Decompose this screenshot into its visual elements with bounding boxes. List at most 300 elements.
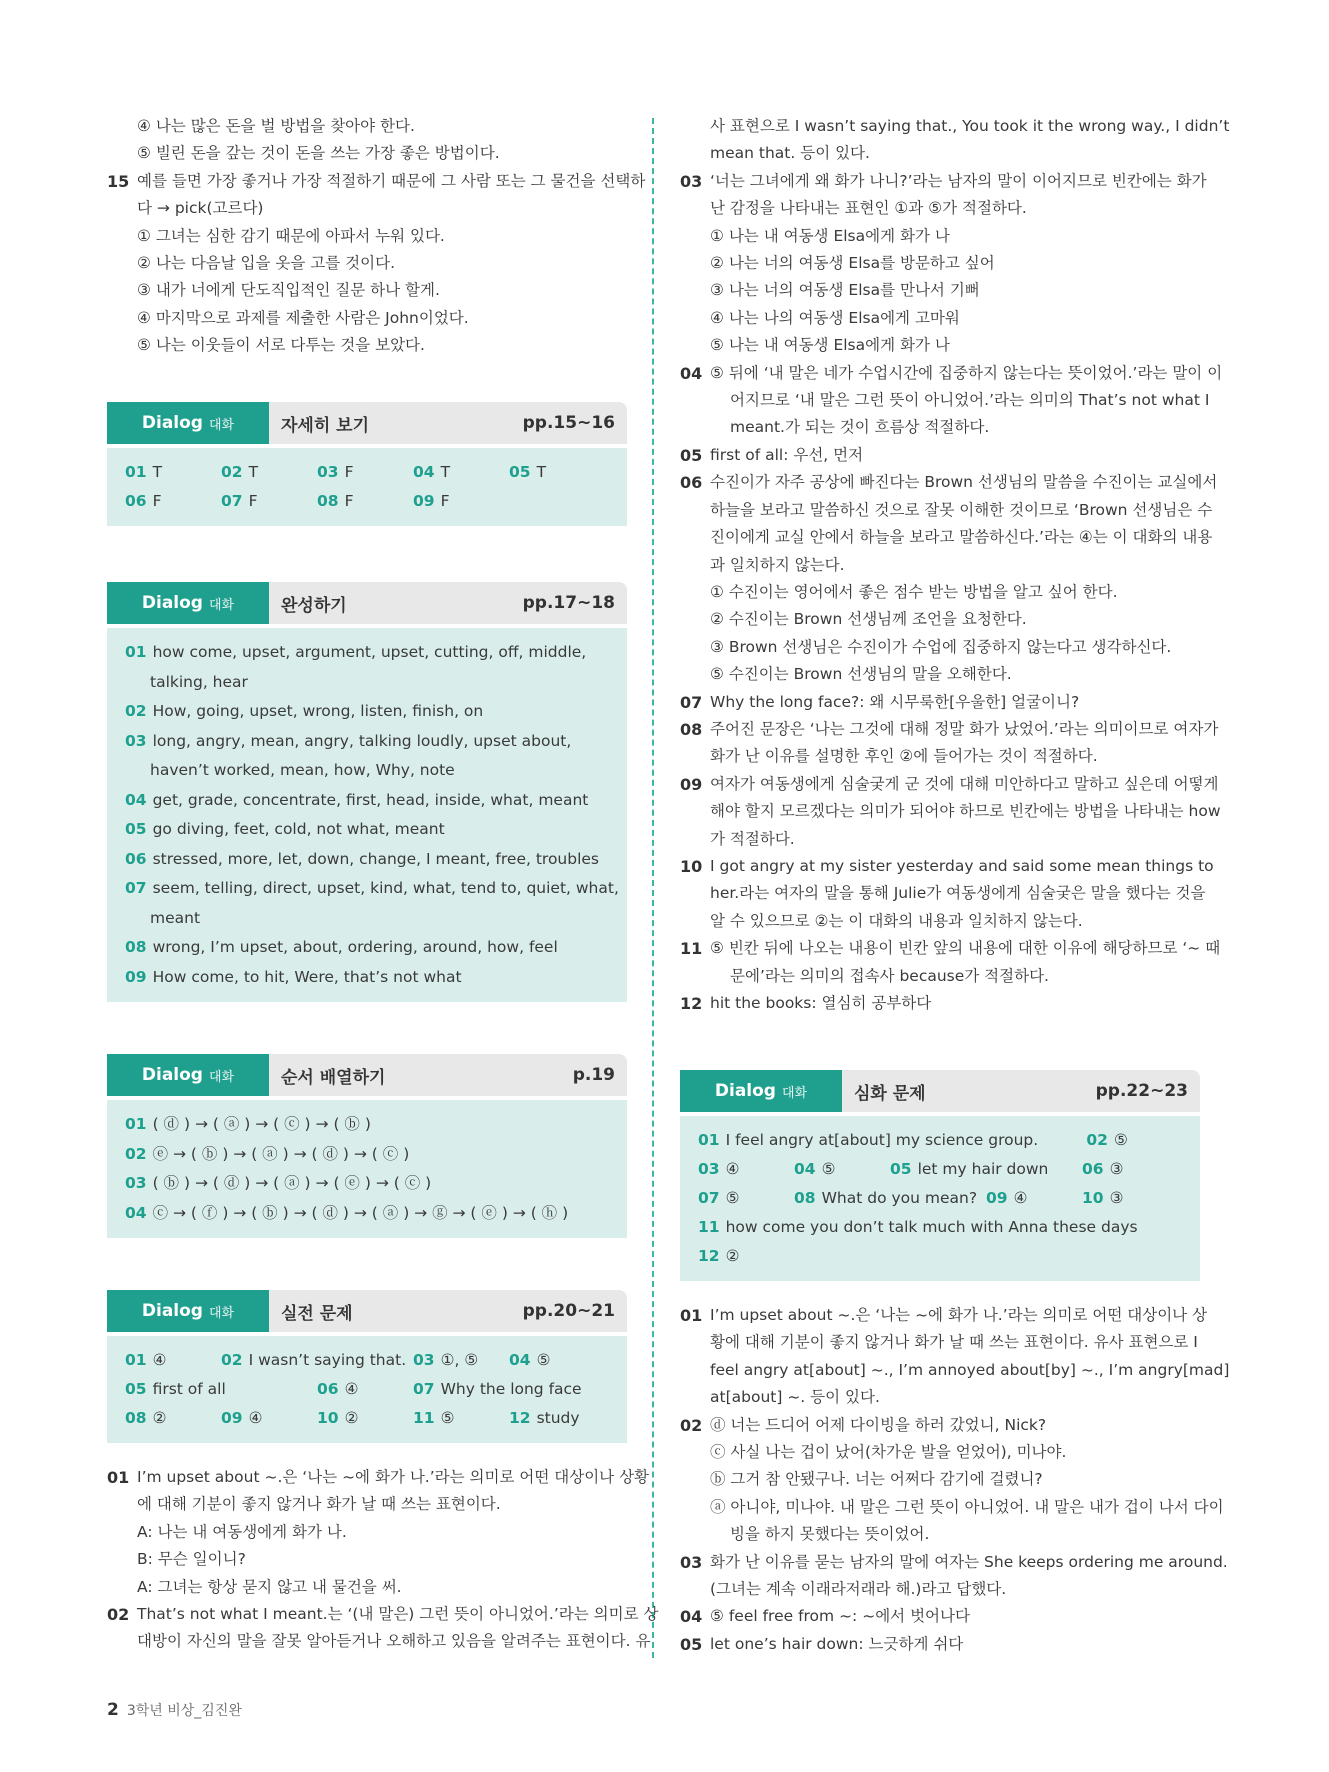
item-number: 12 — [680, 994, 703, 1013]
answer-number: 08 — [125, 938, 147, 956]
answer-row — [125, 1346, 609, 1375]
text-line — [680, 771, 1219, 798]
answer-value: ④ — [1013, 1189, 1028, 1207]
text-line — [680, 935, 1221, 962]
answer-value: ⑤ — [821, 1160, 836, 1178]
box-body — [107, 1100, 627, 1238]
text-line — [680, 524, 1213, 551]
answer-number: 04 — [509, 1351, 531, 1369]
item-text: ① 그녀는 심한 감기 때문에 아파서 누워 있다. — [137, 226, 445, 245]
item-number: 02 — [680, 1415, 703, 1435]
item-text: ② 수진이는 Brown 선생님께 조언을 요청한다. — [710, 610, 1027, 629]
text-line — [680, 1494, 1224, 1521]
box-title: 심화 문제 — [854, 1083, 926, 1104]
answer-line — [125, 1169, 609, 1199]
item-text: 난 감정을 나타내는 표현인 ①과 ⑤가 적절하다. — [710, 199, 1027, 218]
column-divider — [652, 118, 654, 1658]
answer-cell — [125, 1375, 317, 1404]
item-text: I got angry at my sister yesterday and said some mean things to — [710, 856, 1214, 875]
text-line — [107, 140, 627, 167]
answer-line — [125, 1110, 609, 1140]
answer-value: ( ⓓ ) → ( ⓐ ) → ( ⓒ ) → ( ⓑ ) — [152, 1115, 371, 1133]
answer-box-order — [107, 1054, 627, 1238]
answer-cell — [413, 1346, 509, 1375]
answer-number: 05 — [125, 1380, 147, 1398]
text-line — [680, 360, 1223, 387]
answer-number: 01 — [125, 1351, 147, 1369]
item-number: 02 — [107, 1605, 130, 1625]
item-text: ⓑ 그거 참 안됐구나. 너는 어쩌다 감기에 걸렸니? — [710, 1470, 1043, 1489]
text-line — [107, 250, 627, 277]
text-line — [680, 552, 1200, 579]
text-line — [107, 1601, 659, 1628]
answer-number: 07 — [413, 1380, 435, 1398]
text-line — [107, 1628, 651, 1655]
answer-value: ⑤ — [536, 1351, 551, 1369]
item-text: ③ 나는 너의 여동생 Elsa를 만나서 기뻐 — [710, 281, 980, 300]
item-text: ⑤ 수진이는 Brown 선생님의 말을 오해한다. — [710, 665, 1012, 684]
text-line — [680, 1466, 1200, 1493]
box-title: 자세히 보기 — [281, 415, 370, 436]
answer-value: study — [536, 1409, 580, 1427]
item-text: ② 나는 너의 여동생 Elsa를 방문하고 싶어 — [710, 254, 995, 273]
item-text: 해야 할지 모르겠다는 의미가 되어야 하므로 빈칸에는 방법을 나타내는 how — [710, 802, 1221, 821]
box-header — [107, 402, 627, 444]
answer-value: F — [344, 492, 354, 510]
item-number: 01 — [107, 1468, 130, 1487]
text-line — [680, 1302, 1208, 1329]
text-line — [680, 1439, 1200, 1466]
text-line — [107, 223, 627, 250]
box-pages: pp.17~18 — [522, 593, 615, 613]
dialog-label: Dialog — [141, 593, 203, 613]
text-line — [680, 168, 1207, 195]
dialog-label: Dialog — [141, 1065, 203, 1085]
answer-row — [698, 1242, 1182, 1271]
answer-row — [125, 1375, 609, 1404]
item-text: ④ 나는 나의 여동생 Elsa에게 고마워 — [710, 308, 960, 327]
answer-value: F — [344, 463, 354, 481]
footer-text: 3학년 비상_김진완 — [126, 1703, 242, 1719]
item-text: first of all: 우선, 먼저 — [710, 445, 864, 464]
answer-cell — [221, 458, 317, 487]
answer-value: ④ — [152, 1351, 167, 1369]
answer-cell — [317, 1375, 413, 1404]
answer-number: 05 — [509, 463, 531, 481]
answer-line — [125, 933, 609, 963]
answer-cell — [221, 1346, 413, 1375]
box-pages: p.19 — [572, 1065, 615, 1085]
item-text: ‘너는 그녀에게 왜 화가 나니?’라는 남자의 말이 이어지므로 빈칸에는 화가 — [710, 171, 1207, 190]
item-number: 05 — [680, 1634, 703, 1654]
answer-cell — [509, 1346, 605, 1375]
box-header — [680, 1070, 1200, 1112]
answer-number: 04 — [413, 463, 435, 481]
answer-row — [125, 487, 609, 516]
text-line — [680, 442, 1200, 469]
text-line — [680, 469, 1218, 496]
answer-line — [125, 904, 609, 934]
dialog-label-ko: 대화 — [208, 417, 235, 433]
item-text: ③ 내가 너에게 단도직입적인 질문 하나 할게. — [137, 281, 440, 300]
dialog-tag — [107, 1290, 269, 1332]
item-text: ⑤ 빈칸 뒤에 나오는 내용이 빈칸 앞의 내용에 대한 이유에 해당하므로 ‘~ 때 — [710, 939, 1221, 958]
answer-cell — [125, 1404, 221, 1433]
answer-value: ⓔ → ( ⓑ ) → ( ⓐ ) → ( ⓓ ) → ( ⓒ ) — [152, 1144, 410, 1163]
answer-line — [125, 1140, 609, 1170]
item-text: ⓐ 아니야, 미나야. 내 말은 그런 뜻이 아니었어. 내 말은 내가 겁이 나서 다이 — [710, 1497, 1224, 1516]
text-line — [680, 1412, 1200, 1439]
text-line — [107, 1574, 627, 1601]
item-text: 어지므로 ‘내 말은 그런 뜻이 아니었어.’라는 의미의 That’s not what I — [730, 391, 1210, 410]
answer-value: get, grade, concentrate, first, head, inside, what, meant — [152, 790, 589, 809]
dialog-label-ko: 대화 — [208, 1305, 235, 1321]
answer-cell — [1082, 1184, 1178, 1213]
item-text: (그녀는 계속 이래라저래라 해.)라고 답했다. — [710, 1580, 1007, 1599]
answer-line — [125, 638, 609, 668]
text-line — [680, 716, 1219, 743]
answer-number: 07 — [221, 492, 243, 510]
answer-value: let my hair down — [917, 1160, 1049, 1178]
text-line — [680, 1603, 1200, 1630]
answer-number: 06 — [1082, 1160, 1104, 1178]
item-text: ① 수진이는 영어에서 좋은 점수 받는 방법을 알고 싶어 한다. — [710, 582, 1118, 601]
item-text: hit the books: 열심히 공부하다 — [710, 994, 932, 1012]
answer-value: T — [536, 463, 547, 481]
text-line — [680, 113, 1230, 140]
left-bottom-explanations — [107, 1464, 659, 1656]
answer-value: ② — [344, 1409, 359, 1427]
answer-cell — [413, 1404, 509, 1433]
answer-cell — [698, 1184, 794, 1213]
text-line — [680, 798, 1221, 825]
dialog-label: Dialog — [714, 1081, 776, 1101]
item-number: 05 — [680, 445, 703, 465]
text-line — [680, 195, 1200, 222]
box-body — [107, 1336, 627, 1443]
page-number: 2 — [107, 1700, 119, 1720]
item-text: ⑤ 나는 이웃들이 서로 다투는 것을 보았다. — [137, 336, 425, 355]
answer-box-detail — [107, 402, 627, 526]
answer-number: 11 — [698, 1218, 720, 1236]
item-text: feel angry at[about] ~., I’m annoyed about[by] ~., I’m angry[mad] — [710, 1360, 1230, 1379]
item-text: 황에 대해 기분이 좋지 않거나 화가 날 때 쓰는 표현이다. 유사 표현으로 I — [710, 1333, 1198, 1352]
answer-value: meant — [150, 908, 201, 927]
answer-row — [698, 1184, 1182, 1213]
answer-number: 01 — [125, 463, 147, 481]
item-text: B: 무슨 일이니? — [137, 1550, 246, 1569]
text-line — [680, 606, 1200, 633]
text-line — [680, 140, 1200, 167]
answer-number: 08 — [125, 1409, 147, 1427]
item-text: ④ 나는 많은 돈을 벌 방법을 찾아야 한다. — [137, 117, 415, 135]
answer-cell — [698, 1242, 794, 1271]
dialog-label-ko: 대화 — [781, 1085, 808, 1101]
answer-row — [698, 1126, 1182, 1155]
answer-number: 10 — [317, 1409, 339, 1427]
answer-value: Why the long face — [440, 1380, 582, 1398]
answer-number: 03 — [125, 731, 147, 750]
item-number: 08 — [680, 719, 703, 739]
text-line — [680, 579, 1200, 606]
answer-number: 03 — [125, 1174, 147, 1192]
answer-value: ( ⓑ ) → ( ⓓ ) → ( ⓐ ) → ( ⓔ ) → ( ⓒ ) — [152, 1174, 432, 1192]
answer-number: 12 — [509, 1409, 531, 1427]
text-line — [680, 1329, 1200, 1356]
answer-cell — [698, 1213, 1178, 1242]
answer-number: 04 — [794, 1160, 816, 1178]
answer-value: ④ — [248, 1409, 263, 1427]
item-text: 진이에게 교실 안에서 하늘을 보라고 말씀하신다.’라는 ④는 이 대화의 내용 — [710, 528, 1213, 547]
answer-line — [125, 756, 609, 786]
item-text: ⑤ 뒤에 ‘내 말은 네가 수업시간에 집중하지 않는다는 뜻이었어.’라는 말이 이 — [710, 363, 1223, 382]
text-line — [680, 250, 1200, 277]
item-text: 주어진 문장은 ‘나는 그것에 대해 정말 화가 났었어.’라는 의미이므로 여자가 — [710, 719, 1219, 738]
answer-number: 12 — [698, 1247, 720, 1265]
text-line — [107, 1546, 627, 1573]
answer-number: 05 — [890, 1160, 912, 1178]
dialog-tag — [107, 582, 269, 624]
answer-value: I wasn’t saying that. — [248, 1351, 407, 1369]
answer-cell — [698, 1126, 1086, 1155]
text-line — [107, 332, 627, 359]
answer-number: 07 — [698, 1189, 720, 1207]
answer-number: 03 — [413, 1351, 435, 1369]
page-footer — [107, 1700, 242, 1720]
answer-number: 02 — [1086, 1131, 1108, 1149]
box-body — [107, 448, 627, 526]
answer-value: T — [152, 463, 163, 481]
box-header — [107, 582, 627, 624]
right-bottom-explanations — [680, 1302, 1230, 1658]
text-line — [680, 963, 1200, 990]
item-number: 04 — [680, 363, 703, 383]
item-number: 15 — [107, 171, 130, 191]
answer-value: ② — [725, 1247, 740, 1265]
item-text: ⑤ 나는 내 여동생 Elsa에게 화가 나 — [710, 336, 950, 355]
answer-row — [698, 1155, 1182, 1184]
text-line — [680, 1357, 1230, 1384]
answer-cell — [890, 1155, 1082, 1184]
answer-value: What do you mean? — [821, 1189, 978, 1207]
text-line — [680, 634, 1200, 661]
text-line — [680, 853, 1214, 880]
answer-value: go diving, feet, cold, not what, meant — [152, 820, 445, 838]
answer-value: wrong, I’m upset, about, ordering, around, how, feel — [152, 938, 558, 956]
answer-number: 01 — [698, 1131, 720, 1149]
text-line — [680, 990, 1200, 1017]
item-number: 01 — [680, 1306, 703, 1325]
text-line — [680, 1631, 1200, 1658]
answer-cell — [125, 1346, 221, 1375]
answer-cell — [413, 458, 509, 487]
item-text: ④ 마지막으로 과제를 제출한 사람은 John이었다. — [137, 308, 469, 327]
item-number: 06 — [680, 473, 703, 493]
text-line — [680, 826, 1200, 853]
text-line — [107, 168, 646, 195]
item-text: meant.가 되는 것이 흐름상 적절하다. — [730, 418, 990, 437]
answer-number: 02 — [125, 1144, 147, 1163]
item-text: ⓓ 너는 드디어 어제 다이빙을 하러 갔었니, Nick? — [710, 1415, 1047, 1434]
answer-value: haven’t worked, mean, how, Why, note — [150, 761, 455, 779]
text-line — [680, 277, 1200, 304]
answer-cell — [1086, 1126, 1182, 1155]
answer-cell — [698, 1155, 794, 1184]
item-text: 수진이가 자주 공상에 빠진다는 Brown 선생님의 말씀을 수진이는 교실에서 — [710, 473, 1218, 492]
item-text: 알 수 있으므로 ②는 이 대화의 내용과 일치하지 않는다. — [710, 911, 1083, 930]
item-text: A: 나는 내 여동생에게 화가 나. — [137, 1522, 347, 1541]
item-text: 사 표현으로 I wasn’t saying that., You took it the wrong way., I didn’t — [710, 117, 1230, 135]
item-text: I’m upset about ~.은 ‘나는 ~에 화가 나.’라는 의미로 어떤 대상이나 상 — [710, 1306, 1208, 1324]
box-pages: pp.20~21 — [522, 1301, 615, 1321]
answer-value: first of all — [152, 1380, 226, 1398]
answer-number: 08 — [794, 1189, 816, 1207]
item-text: A: 그녀는 항상 묻지 않고 내 물건을 써. — [137, 1577, 402, 1596]
box-pages: pp.22~23 — [1095, 1081, 1188, 1101]
text-line — [680, 1576, 1200, 1603]
box-body — [680, 1116, 1200, 1281]
item-number: 09 — [680, 774, 703, 794]
answer-value: ② — [152, 1409, 167, 1427]
text-line — [680, 305, 1200, 332]
answer-cell — [1082, 1155, 1178, 1184]
text-line — [680, 880, 1206, 907]
answer-value: ⑤ — [1113, 1131, 1128, 1149]
answer-box-complete — [107, 582, 627, 1002]
answer-value: T — [248, 463, 259, 481]
answer-number: 06 — [125, 492, 147, 510]
answer-number: 03 — [317, 463, 339, 481]
answer-value: talking, hear — [150, 672, 248, 691]
dialog-label: Dialog — [141, 1301, 203, 1321]
text-line — [680, 908, 1200, 935]
answer-cell — [509, 458, 605, 487]
text-line — [107, 195, 627, 222]
answer-line — [125, 874, 619, 904]
item-text: 에 대해 기분이 좋지 않거나 화가 날 때 쓰는 표현이다. — [137, 1495, 501, 1514]
answer-cell — [317, 487, 413, 516]
left-top-explanations — [107, 113, 646, 360]
text-line — [680, 1521, 1200, 1548]
answer-number: 02 — [125, 702, 147, 720]
box-header — [107, 1290, 627, 1332]
text-line — [107, 277, 627, 304]
text-line — [680, 387, 1210, 414]
box-pages: pp.15~16 — [522, 413, 615, 433]
item-text: ⑤ feel free from ~: ~에서 벗어나다 — [710, 1607, 970, 1626]
answer-number: 04 — [125, 790, 147, 809]
text-line — [107, 1519, 627, 1546]
answer-cell — [794, 1155, 890, 1184]
dialog-label: Dialog — [141, 413, 203, 433]
answer-cell — [413, 487, 509, 516]
answer-cell — [509, 1404, 605, 1433]
answer-value: I feel angry at[about] my science group. — [725, 1131, 1039, 1149]
answer-number: 09 — [413, 492, 435, 510]
answer-value: T — [440, 463, 451, 481]
answer-box-practice — [107, 1290, 627, 1443]
answer-value: seem, telling, direct, upset, kind, what, tend to, quiet, what, — [152, 879, 619, 897]
item-text: I’m upset about ~.은 ‘나는 ~에 화가 나.’라는 의미로 어떤 대상이나 상황 — [137, 1468, 650, 1486]
answer-line — [125, 668, 609, 698]
text-line — [680, 414, 1200, 441]
answer-number: 09 — [221, 1409, 243, 1427]
answer-number: 08 — [317, 492, 339, 510]
answer-number: 02 — [221, 1351, 243, 1369]
answer-value: ⑤ — [440, 1409, 455, 1427]
text-line — [680, 223, 1200, 250]
answer-number: 02 — [221, 463, 243, 481]
answer-row — [698, 1213, 1182, 1242]
item-number: 10 — [680, 856, 703, 876]
item-number: 03 — [680, 1552, 703, 1572]
answer-cell — [794, 1184, 986, 1213]
answer-value: ⓒ → ( ⓕ ) → ( ⓑ ) → ( ⓓ ) → ( ⓐ ) → ⓖ → ( ⓔ ) → ( ⓗ ) — [152, 1203, 569, 1222]
box-body — [107, 628, 627, 1002]
answer-cell — [317, 1404, 413, 1433]
item-number: 03 — [680, 171, 703, 191]
item-text: 가 적절하다. — [710, 829, 795, 848]
text-line — [680, 689, 1200, 716]
item-text: let one’s hair down: 느긋하게 쉬다 — [710, 1634, 964, 1653]
answer-number: 06 — [317, 1380, 339, 1398]
item-text: 여자가 여동생에게 심술궂게 군 것에 대해 미안하다고 말하고 싶은데 어떻게 — [710, 774, 1219, 793]
text-line — [680, 332, 1200, 359]
item-text: ② 나는 다음날 입을 옷을 고를 것이다. — [137, 254, 396, 273]
item-text: 빙을 하지 못했다는 뜻이었어. — [730, 1525, 930, 1544]
item-number: 04 — [680, 1607, 703, 1627]
item-text: 하늘을 보라고 말씀하신 것으로 잘못 이해한 것이므로 ‘Brown 선생님은 수 — [710, 500, 1213, 519]
item-text: at[about] ~. 등이 있다. — [710, 1388, 880, 1407]
text-line — [680, 1549, 1228, 1576]
answer-value: long, angry, mean, angry, talking loudly, upset about, — [152, 731, 572, 750]
item-text: 예를 들면 가장 좋거나 가장 적절하기 때문에 그 사람 또는 그 물건을 선택하 — [137, 171, 646, 190]
answer-row — [125, 1404, 609, 1433]
answer-cell — [986, 1184, 1082, 1213]
answer-number: 06 — [125, 849, 147, 868]
answer-cell — [125, 458, 221, 487]
item-text: ③ Brown 선생님은 수진이가 수업에 집중하지 않는다고 생각하신다. — [710, 637, 1172, 656]
item-text: Why the long face?: 왜 시무룩한[우울한] 얼굴이니? — [710, 692, 1080, 711]
item-text: 다 → pick(고르다) — [137, 199, 264, 218]
answer-cell — [221, 1404, 317, 1433]
answer-box-advanced — [680, 1070, 1200, 1281]
answer-value: ①, ⑤ — [440, 1351, 479, 1369]
answer-number: 07 — [125, 879, 147, 897]
box-title: 순서 배열하기 — [281, 1067, 386, 1088]
answer-number: 01 — [125, 643, 147, 661]
item-number: 07 — [680, 692, 703, 712]
answer-value: ④ — [725, 1160, 740, 1178]
item-text: mean that. 등이 있다. — [710, 144, 870, 163]
item-text: ① 나는 내 여동생 Elsa에게 화가 나 — [710, 226, 950, 245]
answer-value: F — [248, 492, 258, 510]
text-line — [107, 1491, 627, 1518]
answer-value: ④ — [344, 1380, 359, 1398]
text-line — [680, 743, 1200, 770]
box-title: 실전 문제 — [281, 1303, 353, 1324]
answer-value: How come, to hit, Were, that’s not what — [152, 967, 462, 986]
answer-value: ⑤ — [725, 1189, 740, 1207]
answer-value: how come, upset, argument, upset, cutting, off, middle, — [152, 643, 587, 661]
dialog-tag — [107, 1054, 269, 1096]
answer-number: 03 — [698, 1160, 720, 1178]
text-line — [107, 1464, 650, 1491]
item-text: 화가 난 이유를 묻는 남자의 말에 여자는 She keeps ordering me around. — [710, 1552, 1228, 1571]
answer-line — [125, 815, 609, 845]
answer-value: How, going, upset, wrong, listen, finish, on — [152, 702, 484, 720]
answer-line — [125, 697, 609, 727]
